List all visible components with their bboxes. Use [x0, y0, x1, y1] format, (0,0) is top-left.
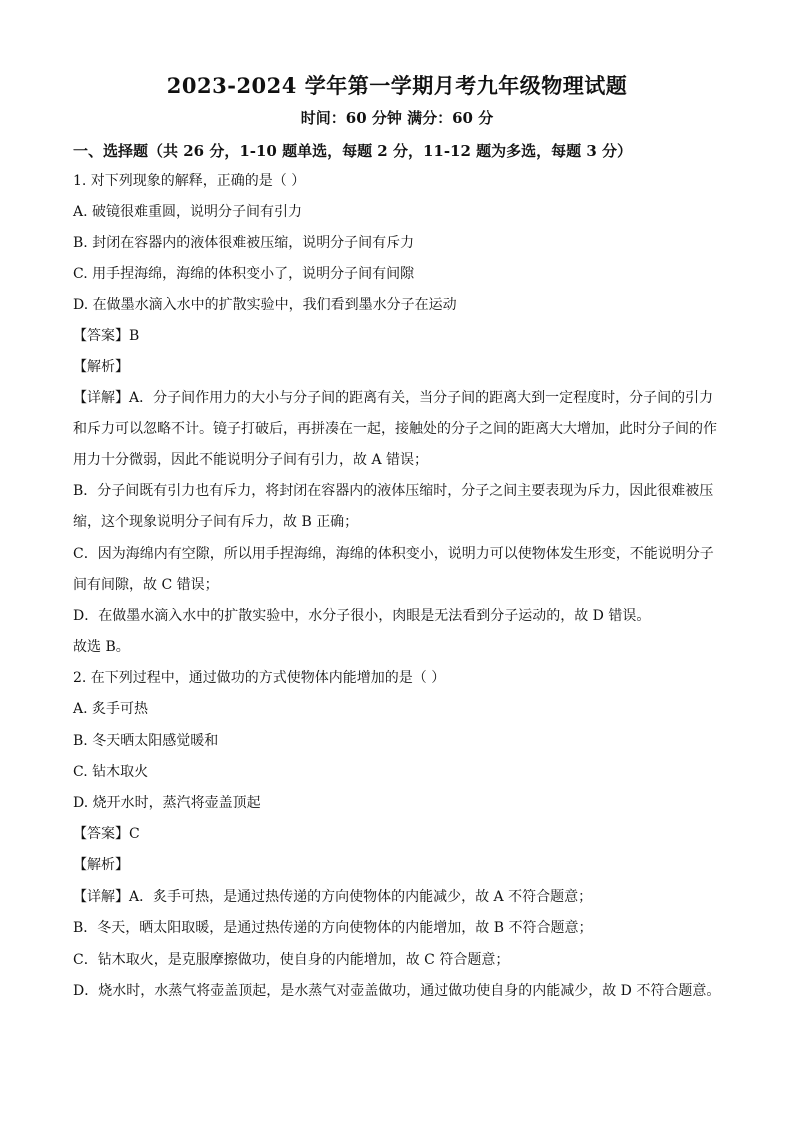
q2-detail-line: D．烧水时，水蒸气将壶盖顶起，是水蒸气对壶盖做功，通过做功使自身的内能减少，故 D 不符合题意。 [73, 983, 721, 999]
q1-detail-line: 缩，这个现象说明分子间有斥力，故 B 正确； [73, 514, 359, 530]
q1-detail-line: 和斥力可以忽略不计。镜子打破后，再拼凑在一起，接触处的分子之间的距离大大增加，此时分子间的作 [73, 421, 717, 437]
q1-option-a: A. 破镜很难重圆，说明分子间有引力 [73, 204, 303, 220]
q2-detail-line: C．钻木取火，是克服摩擦做功，使自身的内能增加，故 C 符合题意； [73, 952, 510, 968]
q2-option-d: D. 烧开水时，蒸汽将壶盖顶起 [73, 795, 261, 811]
q1-analysis-label: 【解析】 [73, 359, 129, 375]
q2-option-a: A. 炙手可热 [73, 701, 149, 717]
q1-detail-line: 【详解】A．分子间作用力的大小与分子间的距离有关，当分子间的距离大到一定程度时，分子间的引力 [73, 390, 714, 406]
q2-analysis-label: 【解析】 [73, 857, 129, 873]
q1-detail-line: D．在做墨水滴入水中的扩散实验中，水分子很小，肉眼是无法看到分子运动的，故 D 错误。 [73, 608, 651, 624]
q2-option-b: B. 冬天晒太阳感觉暖和 [73, 733, 219, 749]
q1-conclusion: 故选 B。 [73, 639, 130, 655]
q1-detail-line: 用力十分微弱，因此不能说明分子间有引力，故 A 错误； [73, 452, 429, 468]
exam-title: 2023-2024 学年第一学期月考九年级物理试题 [166, 73, 628, 98]
q2-detail-line: 【详解】A．炙手可热，是通过热传递的方向使物体的内能减少，故 A 不符合题意； [73, 889, 593, 905]
q1-option-b: B. 封闭在容器内的液体很难被压缩，说明分子间有斥力 [73, 235, 415, 251]
q2-answer: 【答案】C [73, 826, 140, 842]
q2-option-c: C. 钻木取火 [73, 764, 149, 780]
q1-stem: 1. 对下列现象的解释，正确的是（ ） [73, 173, 306, 189]
q1-detail-line: C．因为海绵内有空隙，所以用手捏海绵，海绵的体积变小，说明力可以使物体发生形变，不能说明分子 [73, 546, 714, 562]
q2-detail-line: B．冬天，晒太阳取暖，是通过热传递的方向使物体的内能增加，故 B 不符合题意； [73, 920, 593, 936]
q1-answer: 【答案】B [73, 328, 140, 344]
exam-subtitle: 时间：60 分钟 满分：60 分 [300, 109, 494, 127]
q1-option-c: C. 用手捏海绵，海绵的体积变小了，说明分子间有间隙 [73, 266, 415, 282]
section-heading-choice: 一、选择题（共 26 分，1-10 题单选，每题 2 分，11-12 题为多选，每题 3 分） [73, 142, 633, 160]
q1-option-d: D. 在做墨水滴入水中的扩散实验中，我们看到墨水分子在运动 [73, 297, 457, 313]
q2-stem: 2. 在下列过程中，通过做功的方式使物体内能增加的是（ ） [73, 670, 446, 686]
q1-detail-line: 间有间隙，故 C 错误； [73, 577, 219, 593]
q1-detail-line: B．分子间既有引力也有斥力，将封闭在容器内的液体压缩时，分子之间主要表现为斥力，因此很难被压 [73, 483, 714, 499]
